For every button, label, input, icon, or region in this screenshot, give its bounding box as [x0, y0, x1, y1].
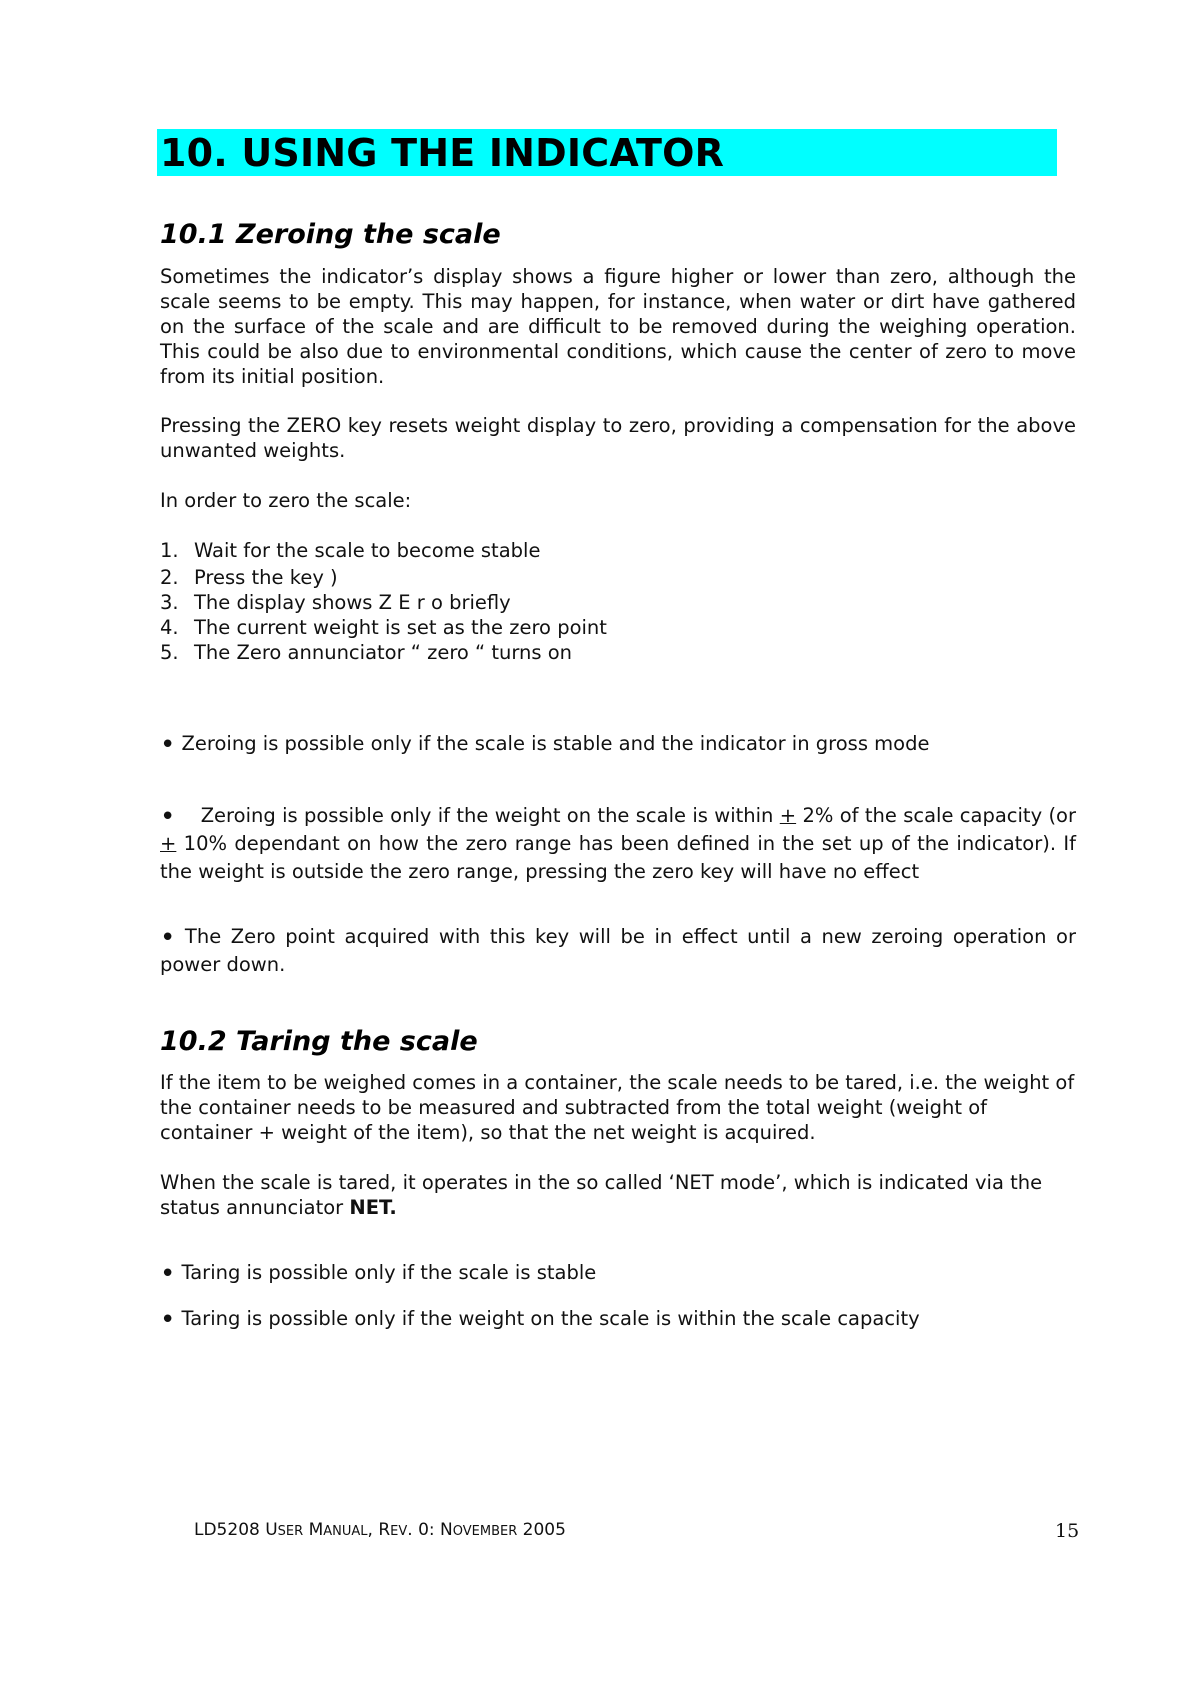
taring-intro-paragraph: If the item to be weighed comes in a container, the scale needs to be tared, i.e. the weight of the container needs to be measured and subtracted from the total weight (weight of container + weight of the item), so that the net weight is acquired. — [160, 1071, 1075, 1144]
section-title-zeroing: 10.1 Zeroing the scale — [160, 219, 501, 250]
zeroing-note-range: • Zeroing is possible only if the weight on the scale is within + 2% of the scale capacity (or + 10% dependant on how the zero range has been defined in the set up of the indicator). If the weight is outside the zero range, pressing the zero key will have no effect — [160, 802, 1076, 883]
step-item: 5. The Zero annunciator “ zero “ turns on — [160, 641, 573, 664]
zeroing-note-power-down: • The Zero point acquired with this key will be in effect until a new zeroing operation or power down. — [160, 923, 1076, 976]
taring-note-stable: • Taring is possible only if the scale is stable — [160, 1259, 597, 1289]
bullet-icon: • — [160, 923, 176, 953]
taring-note-capacity: • Taring is possible only if the weight on the scale is within the scale capacity — [160, 1305, 920, 1335]
zero-procedure-intro: In order to zero the scale: — [160, 489, 412, 512]
footer-document-title: LD5208 USER MANUAL, REV. 0: NOVEMBER 2005 — [194, 1520, 566, 1540]
zeroing-intro-paragraph: Sometimes the indicator’s display shows a figure higher or lower than zero, although the scale seems to be empty. This may happen, for instance, when water or dirt have gathered on the surface of the scale and are difficult to be removed during the weighing operation. This could be also due to environmental conditions, which cause the center of zero to move from its initial position. — [160, 265, 1076, 388]
net-annunciator-label: NET. — [349, 1196, 397, 1219]
page-number: 15 — [1055, 1520, 1080, 1542]
step-item: 3. The display shows Z E r o briefly — [160, 591, 511, 614]
step-item: 4. The current weight is set as the zero point — [160, 616, 607, 639]
step-item: 2. Press the key ) — [160, 566, 338, 589]
chapter-title: 10. USING THE INDICATOR — [160, 131, 725, 175]
bullet-icon: • — [160, 730, 176, 760]
zero-key-paragraph: Pressing the ZERO key resets weight display to zero, providing a compensation for the above unwanted weights. — [160, 414, 1076, 462]
section-title-taring: 10.2 Taring the scale — [160, 1026, 478, 1057]
step-item: 1. Wait for the scale to become stable — [160, 539, 541, 562]
bullet-icon: • — [160, 1305, 176, 1335]
bullet-icon: • — [160, 1259, 176, 1289]
bullet-icon: • — [160, 802, 176, 832]
zeroing-note-stable: • Zeroing is possible only if the scale is stable and the indicator in gross mode — [160, 730, 930, 760]
net-mode-paragraph: When the scale is tared, it operates in the so called ‘NET mode’, which is indicated via the status annunciator NET. — [160, 1171, 1043, 1219]
